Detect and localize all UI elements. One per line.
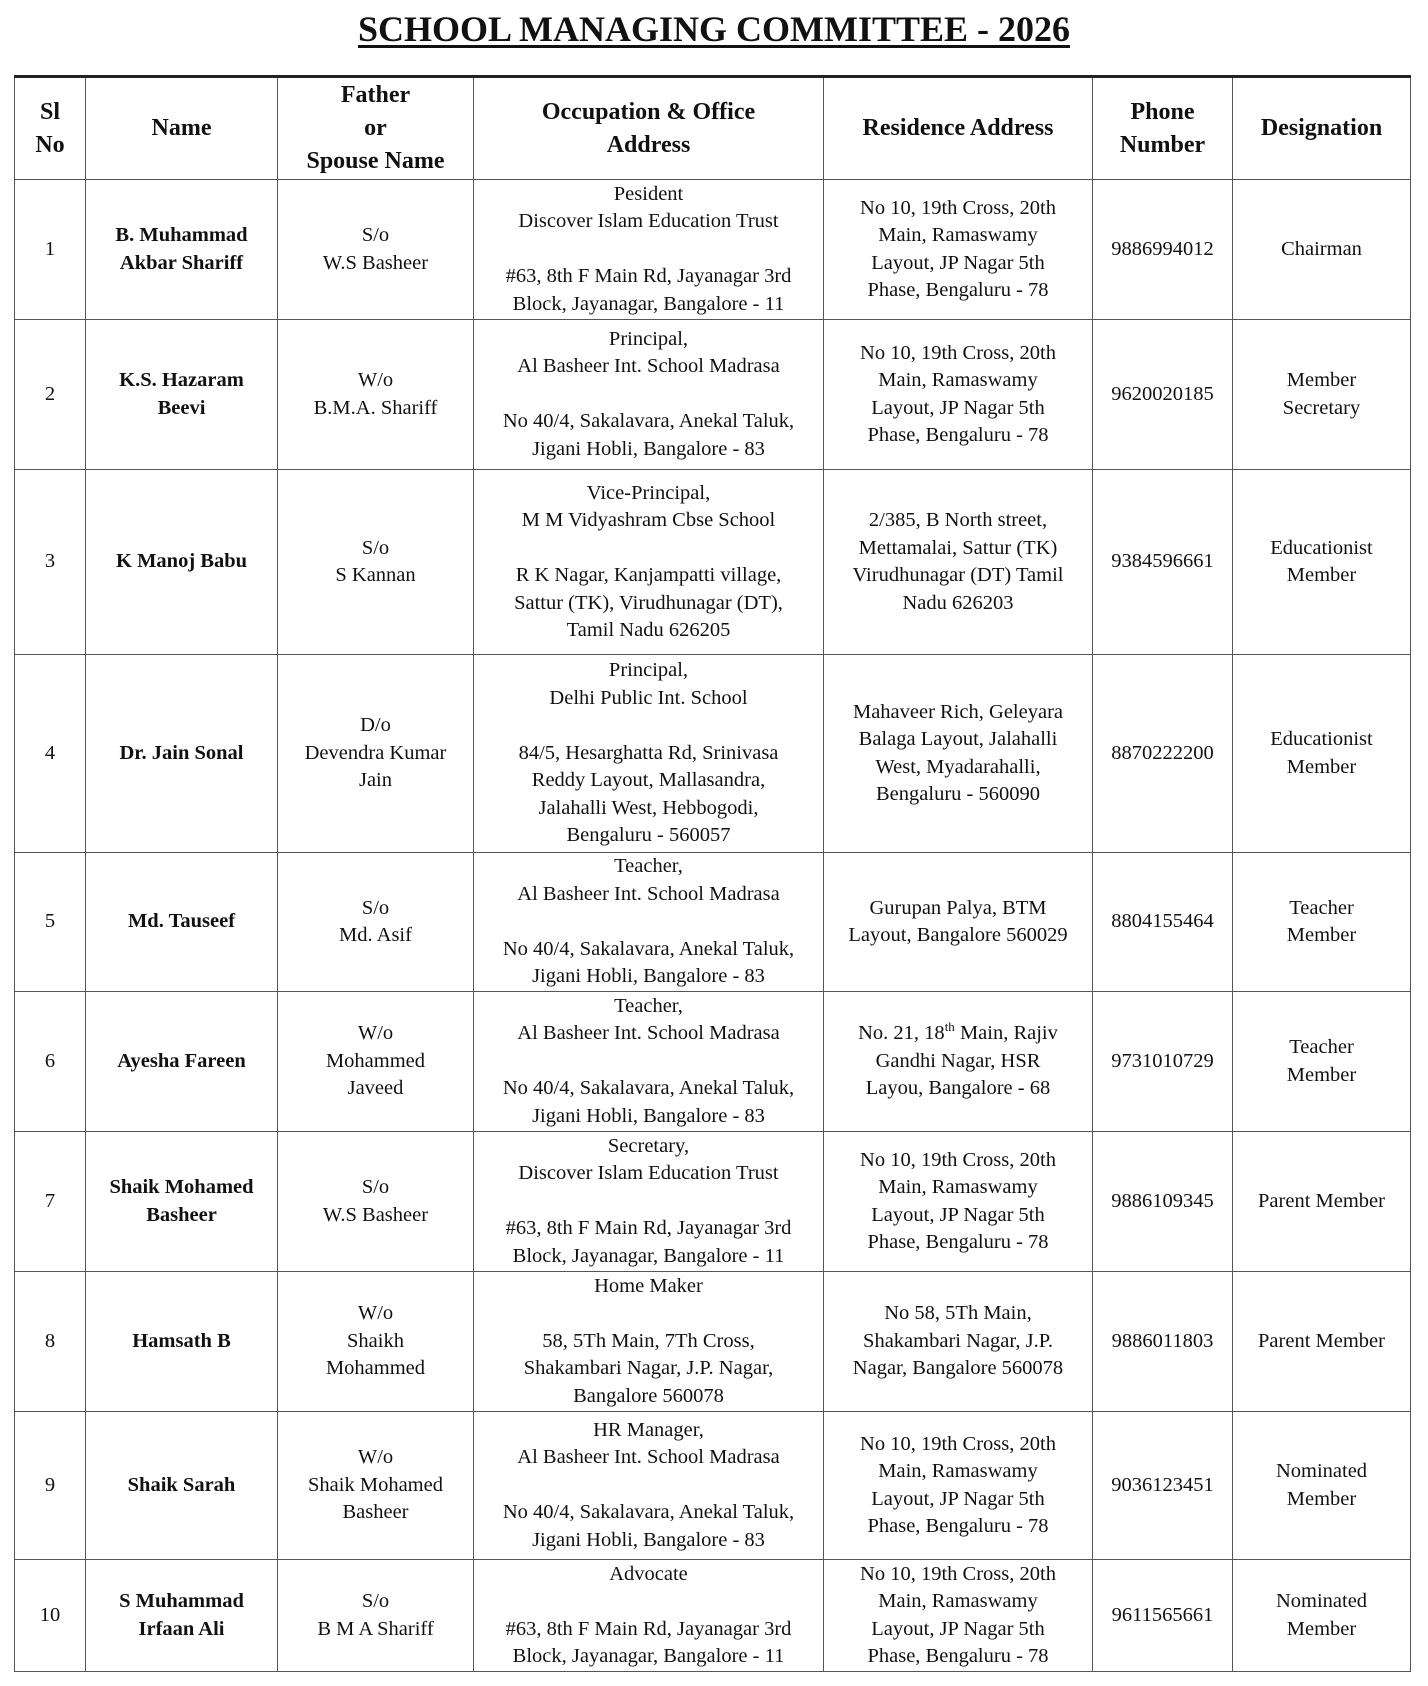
phone-cell: 9611565661 bbox=[1093, 1560, 1233, 1672]
name-cell: K.S. Hazaram Beevi bbox=[86, 320, 278, 470]
phone-cell: 9886011803 bbox=[1093, 1272, 1233, 1412]
relation-cell: S/o W.S Basheer bbox=[278, 180, 474, 320]
residence-cell bbox=[824, 992, 1093, 1132]
residence-cell: No 10, 19th Cross, 20th Main, Ramaswamy Layout, JP Nagar 5th Phase, Bengaluru - 78 bbox=[824, 180, 1093, 320]
relation-cell: S/o Md. Asif bbox=[278, 853, 474, 992]
phone-cell: 9620020185 bbox=[1093, 320, 1233, 470]
name-cell: Hamsath B bbox=[86, 1272, 278, 1412]
table-row bbox=[15, 470, 1411, 655]
phone-cell: 9886994012 bbox=[1093, 180, 1233, 320]
residence-cell: No 10, 19th Cross, 20th Main, Ramaswamy Layout, JP Nagar 5th Phase, Bengaluru - 78 bbox=[824, 1560, 1093, 1672]
designation-cell: Parent Member bbox=[1233, 1272, 1411, 1412]
occupation-cell: Principal, Al Basheer Int. School Madrasa No 40/4, Sakalavara, Anekal Taluk, Jigani Hobli, Bangalore - 83 bbox=[474, 320, 824, 470]
name-cell: K Manoj Babu bbox=[86, 470, 278, 655]
relation-cell: S/o S Kannan bbox=[278, 470, 474, 655]
header-row bbox=[15, 77, 1411, 180]
sl-no-cell: 3 bbox=[15, 470, 86, 655]
header-residence: Residence Address bbox=[824, 77, 1093, 180]
phone-cell: 8870222200 bbox=[1093, 655, 1233, 853]
sl-no-cell: 8 bbox=[15, 1272, 86, 1412]
sl-no-cell: 6 bbox=[15, 992, 86, 1132]
relation-cell: W/o Shaik Mohamed Basheer bbox=[278, 1412, 474, 1560]
name-cell: Shaik Mohamed Basheer bbox=[86, 1132, 278, 1272]
designation-cell: Teacher Member bbox=[1233, 992, 1411, 1132]
relation-cell: W/o B.M.A. Shariff bbox=[278, 320, 474, 470]
residence-text: No. 21, 18 bbox=[858, 1022, 945, 1045]
name-cell: Md. Tauseef bbox=[86, 853, 278, 992]
name-cell: S Muhammad Irfaan Ali bbox=[86, 1560, 278, 1672]
phone-cell: 9036123451 bbox=[1093, 1412, 1233, 1560]
occupation-cell: Advocate #63, 8th F Main Rd, Jayanagar 3rd Block, Jayanagar, Bangalore - 11 bbox=[474, 1560, 824, 1672]
designation-cell: Member Secretary bbox=[1233, 320, 1411, 470]
phone-cell: 9384596661 bbox=[1093, 470, 1233, 655]
table-row bbox=[15, 1272, 1411, 1412]
residence-cell: 2/385, B North street, Mettamalai, Sattur (TK) Virudhunagar (DT) Tamil Nadu 626203 bbox=[824, 470, 1093, 655]
table-row bbox=[15, 1412, 1411, 1560]
residence-cell: No 10, 19th Cross, 20th Main, Ramaswamy Layout, JP Nagar 5th Phase, Bengaluru - 78 bbox=[824, 1412, 1093, 1560]
sl-no-cell: 7 bbox=[15, 1132, 86, 1272]
occupation-cell: Teacher, Al Basheer Int. School Madrasa No 40/4, Sakalavara, Anekal Taluk, Jigani Hobli, Bangalore - 83 bbox=[474, 992, 824, 1132]
phone-cell: 9731010729 bbox=[1093, 992, 1233, 1132]
relation-cell: W/o Shaikh Mohammed bbox=[278, 1272, 474, 1412]
table-row bbox=[15, 655, 1411, 853]
name-cell: Ayesha Fareen bbox=[86, 992, 278, 1132]
sl-no-cell: 10 bbox=[15, 1560, 86, 1672]
header-father-spouse: Father or Spouse Name bbox=[278, 77, 474, 180]
phone-cell: 9886109345 bbox=[1093, 1132, 1233, 1272]
designation-cell: Teacher Member bbox=[1233, 853, 1411, 992]
sl-no-cell: 4 bbox=[15, 655, 86, 853]
designation-cell: Educationist Member bbox=[1233, 655, 1411, 853]
sl-no-cell: 1 bbox=[15, 180, 86, 320]
residence-cell: No 58, 5Th Main, Shakambari Nagar, J.P. Nagar, Bangalore 560078 bbox=[824, 1272, 1093, 1412]
sl-no-cell: 9 bbox=[15, 1412, 86, 1560]
occupation-cell: Teacher, Al Basheer Int. School Madrasa No 40/4, Sakalavara, Anekal Taluk, Jigani Hobli, Bangalore - 83 bbox=[474, 853, 824, 992]
header-sl-no: Sl No bbox=[15, 77, 86, 180]
table-row bbox=[15, 1132, 1411, 1272]
table-row bbox=[15, 1560, 1411, 1672]
designation-cell: Chairman bbox=[1233, 180, 1411, 320]
relation-cell: W/o Mohammed Javeed bbox=[278, 992, 474, 1132]
relation-cell: S/o B M A Shariff bbox=[278, 1560, 474, 1672]
relation-cell: S/o W.S Basheer bbox=[278, 1132, 474, 1272]
name-cell: Shaik Sarah bbox=[86, 1412, 278, 1560]
residence-text: Main, Rajiv Gandhi Nagar, HSR Layou, Bangalore - 68 bbox=[865, 1022, 1058, 1100]
sl-no-cell: 5 bbox=[15, 853, 86, 992]
occupation-cell: Vice-Principal, M M Vidyashram Cbse School R K Nagar, Kanjampatti village, Sattur (TK), Virudhunagar (DT), Tamil Nadu 626205 bbox=[474, 470, 824, 655]
residence-cell: No 10, 19th Cross, 20th Main, Ramaswamy Layout, JP Nagar 5th Phase, Bengaluru - 78 bbox=[824, 320, 1093, 470]
header-occupation: Occupation & Office Address bbox=[474, 77, 824, 180]
phone-cell: 8804155464 bbox=[1093, 853, 1233, 992]
committee-table bbox=[14, 75, 1411, 1672]
designation-cell: Educationist Member bbox=[1233, 470, 1411, 655]
designation-cell: Nominated Member bbox=[1233, 1560, 1411, 1672]
header-phone: Phone Number bbox=[1093, 77, 1233, 180]
designation-cell: Nominated Member bbox=[1233, 1412, 1411, 1560]
occupation-cell: HR Manager, Al Basheer Int. School Madrasa No 40/4, Sakalavara, Anekal Taluk, Jigani Hobli, Bangalore - 83 bbox=[474, 1412, 824, 1560]
header-designation: Designation bbox=[1233, 77, 1411, 180]
occupation-cell: Principal, Delhi Public Int. School 84/5, Hesarghatta Rd, Srinivasa Reddy Layout, Mallasandra, Jalahalli West, Hebbogodi, Bengaluru - 560057 bbox=[474, 655, 824, 853]
designation-cell: Parent Member bbox=[1233, 1132, 1411, 1272]
residence-cell: Gurupan Palya, BTM Layout, Bangalore 560029 bbox=[824, 853, 1093, 992]
document-title: SCHOOL MANAGING COMMITTEE - 2026 bbox=[357, 9, 1071, 49]
occupation-cell: Pesident Discover Islam Education Trust #63, 8th F Main Rd, Jayanagar 3rd Block, Jayanagar, Bangalore - 11 bbox=[474, 180, 824, 320]
relation-cell: D/o Devendra Kumar Jain bbox=[278, 655, 474, 853]
residence-text: th bbox=[944, 1019, 955, 1035]
table-row bbox=[15, 853, 1411, 992]
table-row bbox=[15, 992, 1411, 1132]
occupation-cell: Secretary, Discover Islam Education Trust #63, 8th F Main Rd, Jayanagar 3rd Block, Jayanagar, Bangalore - 11 bbox=[474, 1132, 824, 1272]
residence-cell: Mahaveer Rich, Geleyara Balaga Layout, Jalahalli West, Myadarahalli, Bengaluru - 560090 bbox=[824, 655, 1093, 853]
header-name: Name bbox=[86, 77, 278, 180]
sl-no-cell: 2 bbox=[15, 320, 86, 470]
name-cell: Dr. Jain Sonal bbox=[86, 655, 278, 853]
name-cell: B. Muhammad Akbar Shariff bbox=[86, 180, 278, 320]
occupation-cell: Home Maker 58, 5Th Main, 7Th Cross, Shakambari Nagar, J.P. Nagar, Bangalore 560078 bbox=[474, 1272, 824, 1412]
residence-cell: No 10, 19th Cross, 20th Main, Ramaswamy Layout, JP Nagar 5th Phase, Bengaluru - 78 bbox=[824, 1132, 1093, 1272]
table-row bbox=[15, 320, 1411, 470]
table-row bbox=[15, 180, 1411, 320]
